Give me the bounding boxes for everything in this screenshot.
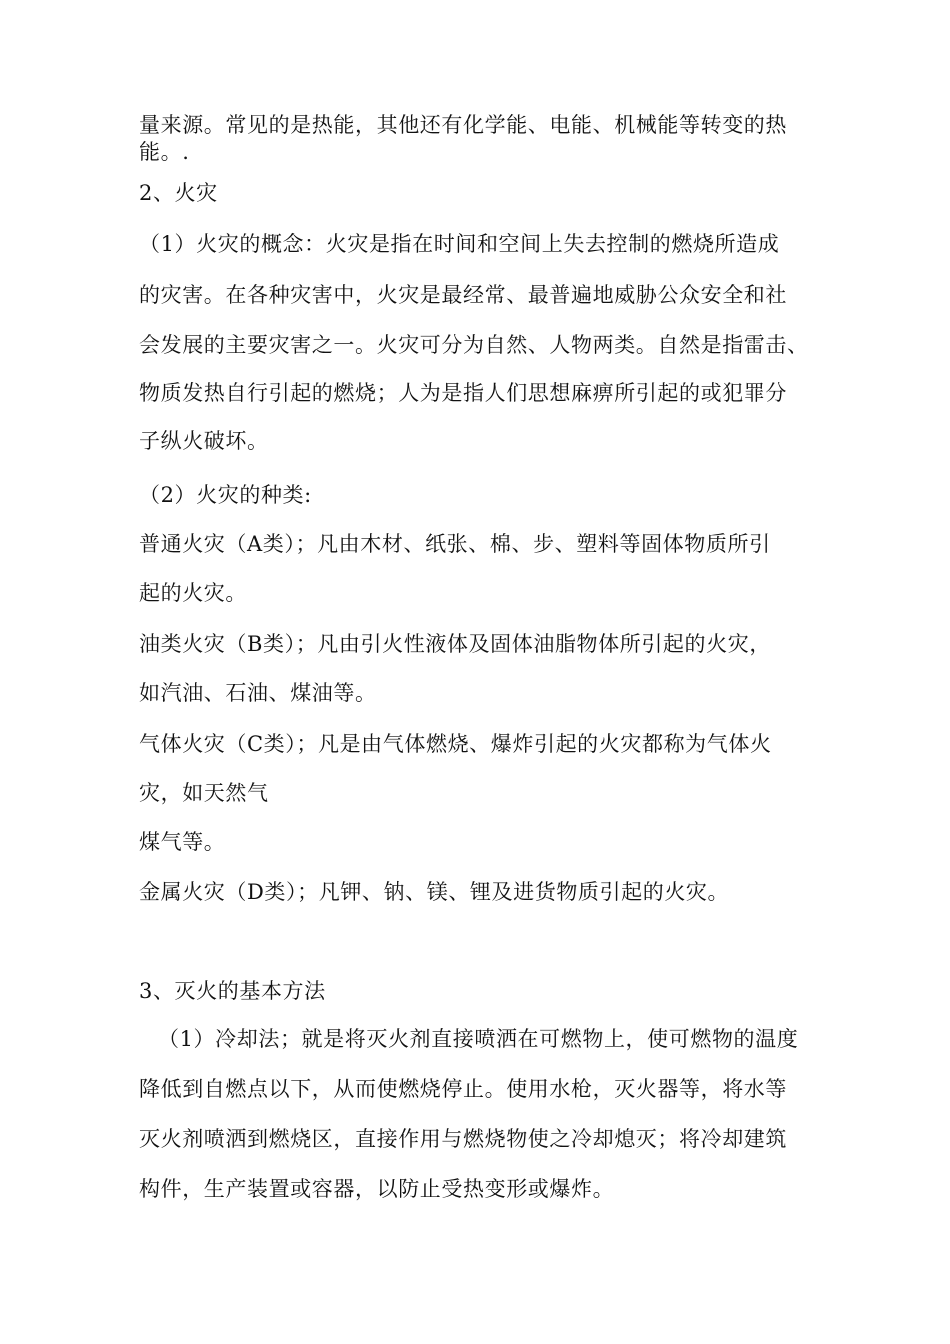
subsection-heading: （2）火灾的种类: bbox=[139, 483, 312, 507]
text-line: 灭火剂喷洒到燃烧区，直接作用与燃烧物使之冷却熄灭；将冷却建筑 bbox=[139, 1127, 787, 1151]
text-line: 金属火灾（D类）；凡钾、钠、镁、锂及进货物质引起的火灾。 bbox=[139, 880, 730, 904]
text-line: 能。. bbox=[139, 140, 190, 164]
text-line: 灾，如天然气 bbox=[139, 781, 269, 805]
section-heading: 2、火灾 bbox=[139, 181, 218, 205]
text-line: 量来源。常见的是热能，其他还有化学能、电能、机械能等转变的热 bbox=[139, 113, 787, 137]
text-line: 气体火灾（C类）；凡是由气体燃烧、爆炸引起的火灾都称为气体火 bbox=[139, 732, 772, 756]
text-line: 降低到自燃点以下，从而使燃烧停止。使用水枪，灭火器等，将水等 bbox=[139, 1077, 787, 1101]
text-line: 煤气等。 bbox=[139, 830, 226, 854]
section-heading: 3、灭火的基本方法 bbox=[139, 979, 326, 1003]
text-line: 物质发热自行引起的燃烧；人为是指人们思想麻痹所引起的或犯罪分 bbox=[139, 381, 787, 405]
text-line: 构件，生产装置或容器，以防止受热变形或爆炸。 bbox=[139, 1177, 615, 1201]
text-line: 会发展的主要灾害之一。火灾可分为自然、人物两类。自然是指雷击、 bbox=[139, 333, 809, 357]
text-line: 普通火灾（A类）；凡由木材、纸张、棉、步、塑料等固体物质所引 bbox=[139, 532, 771, 556]
text-line: 起的火灾。 bbox=[139, 581, 247, 605]
text-line: 子纵火破坏。 bbox=[139, 429, 269, 453]
text-line: 油类火灾（B类）；凡由引火性液体及固体油脂物体所引起的火灾， bbox=[139, 632, 771, 656]
text-line: 如汽油、石油、煤油等。 bbox=[139, 681, 377, 705]
subsection-heading: （1）冷却法；就是将灭火剂直接喷洒在可燃物上，使可燃物的温度 bbox=[158, 1027, 799, 1051]
subsection-heading: （1）火灾的概念：火灾是指在时间和空间上失去控制的燃烧所造成 bbox=[139, 232, 780, 256]
text-line: 的灾害。在各种灾害中，火灾是最经常、最普遍地威胁公众安全和社 bbox=[139, 283, 787, 307]
